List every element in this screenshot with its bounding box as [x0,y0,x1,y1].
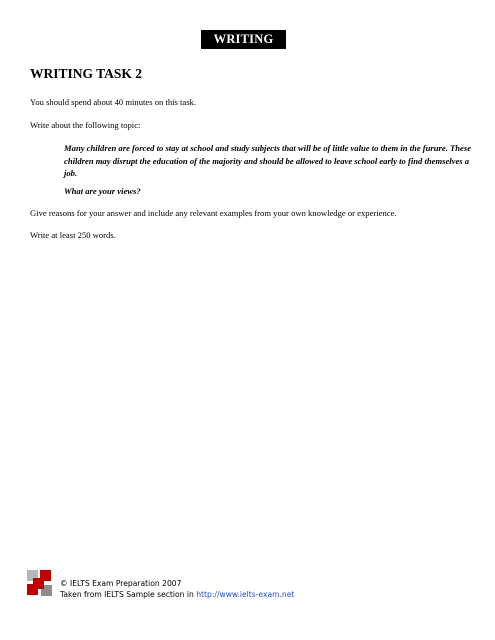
footer-source [60,589,294,600]
footer-source-link[interactable]: http://www.ielts-exam.net [196,590,295,599]
footer-copyright: © IELTS Exam Preparation 2007 [60,579,182,588]
essay-question: What are your views? [64,186,141,196]
write-instruction: Write about the following topic: [30,120,141,130]
footer [60,578,294,600]
footer-source-prefix: Taken from IELTS Sample section in [60,590,197,599]
word-count-instruction: Write at least 250 words. [30,230,116,240]
section-banner: WRITING [201,30,286,49]
time-instruction: You should spend about 40 minutes on this task. [30,97,196,107]
reasons-instruction: Give reasons for your answer and include any relevant examples from your own knowledge or experience. [30,208,397,218]
logo-square-red-center [33,578,44,589]
essay-topic: Many children are forced to stay at school and study subjects that will be of little value to them in the furure. These children may disrupt the education of the majority and should be allowed to leave school early to find themselves a job. [64,143,472,179]
ielts-exam-logo-icon [27,570,55,598]
task-title: WRITING TASK 2 [30,66,143,81]
